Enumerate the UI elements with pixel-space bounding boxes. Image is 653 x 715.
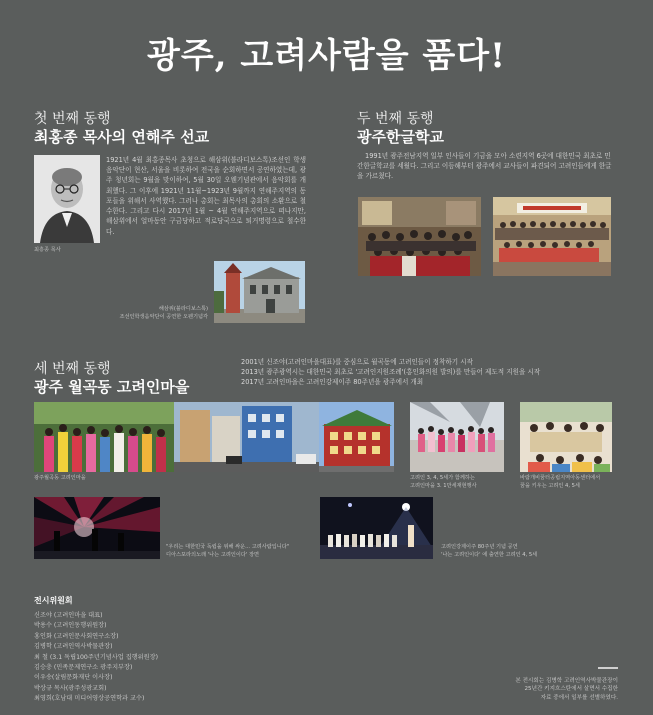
school-group-photo [358, 197, 481, 276]
committee-member: 김승충 (민족문제연구소 광주지부장) [34, 664, 133, 672]
footnote-line: 25년간 키지흐스탄에서 살면서 수집한 [524, 686, 618, 693]
school-caption-2: 꿈을 키우는 고려인 4, 5세 [520, 483, 580, 489]
page-title: 광주, 고려사람을 품다! [146, 36, 507, 76]
portrait-caption: 최흥종 목사 [34, 247, 61, 253]
committee-member: 최영희(호남대 미디어영상공연학과 교수) [34, 695, 145, 703]
timeline-item-2001: 2001년 신조야(고려인마을대표)를 중심으로 월곡동에 고려인들이 정착하기 시작 [241, 358, 473, 366]
footnote-line: 자료 중에서 일부를 선별하였다. [540, 694, 618, 701]
portrait-photo [34, 155, 100, 243]
play-caption-2: 디아스포라의노래 '나는 고려인이다' 장면 [166, 552, 259, 558]
committee-title: 전시위원회 [34, 596, 73, 605]
committee-member: 신조야 (고려인마을 대표) [34, 612, 103, 619]
committee-member: 이우송(살림문화재단 이사장) [34, 674, 113, 682]
section1-number: 첫 번째 동행 [34, 111, 111, 127]
dance-caption-2: 고려인마을 3. 1만세재현행사 [410, 483, 477, 489]
committee-list [34, 611, 158, 705]
section3-number: 세 번째 동행 [34, 361, 111, 377]
section1-title: 최홍종 목사의 연해주 선교 [34, 128, 210, 146]
committee-member: 김병학 (고려인역사박물관장) [34, 643, 113, 651]
children-center-photo [520, 402, 612, 472]
committee-member: 박용수 (고려인동행위원장) [34, 622, 107, 630]
play-caption-1: "우리는 대한민국 독립을 위해 싸운... 고려사람입니다" [166, 544, 290, 550]
building-photo [214, 261, 305, 323]
play-stage-photo [34, 497, 160, 559]
building-caption-1: 해삼위(블라디보스톡) [158, 306, 208, 312]
school-caption-1: 바람개비꿈터공립지역아동센터에서 [520, 475, 601, 481]
section2-title: 광주한글학교 [357, 128, 444, 146]
section1-body: 1921년 4월 최홍종목사 초청으로 해삼위(블라디보스톡)조선인 학생 음악단이 현산, 서울을 비롯하여 전국을 순회하면서 공연하였는데, 광주 청년회는 9월을 맞이하여, 5월 30일 오웬기념관에서 음악회를 개최했다. 그 이후에 1921년 11월~1923년 9월까지 연해주지역의 동포들을 위해서 사역했다. 그러나 총회는 최목사의 총회의 소환으로 철수한다. 그리고 다시 2017년 1월 ~ 4월 연해주지역으로 떠나지만, 해삼위에서 얼마동안 구금당하고 적로당국으로 퇴거명령으로 철수한다. [106, 156, 306, 236]
school-class-photo [493, 197, 611, 276]
footnote-divider [598, 667, 618, 669]
footnote-line: 본 전시회는 김병학 고려인역사박물관장이 [515, 678, 618, 684]
timeline-item-2017: 2017년 고려인마을은 고려인강제이주 80주년을 광주에서 개최 [241, 378, 424, 387]
committee-member: 박상규 목사(광주성광교회) [34, 684, 107, 692]
concert-caption-2: '나는 고려인이다' 에 출연한 고려인 4, 5세 [441, 552, 538, 558]
dance-photo [410, 402, 504, 472]
building-caption-2: 조선인학생음악단이 공연한 오웬기념각 [119, 314, 208, 320]
village-panorama-photo [34, 402, 394, 472]
concert-caption-1: 고려인강제이주 80주년 기념 공연 [441, 544, 518, 550]
timeline [241, 357, 621, 388]
festival-caption: 광주월곡동 고려인마을 [34, 475, 86, 481]
section2-body: 1991년 광주전남지역 일부 인사들이 기금을 모아 소련지역 6곳에 대한민국 최초로 민간한글학교를 세웠다. 그리고 이듬해부터 광주에서 교사들이 파견되어 고려인들에게 한글을 가르쳤다. [357, 152, 612, 181]
committee-member: 최 철 (3.1 독립100주년기념사업 집행위원장) [34, 653, 159, 661]
committee-member: 홍인화 (고려인문사회연구소장) [34, 632, 119, 640]
section2-number: 두 번째 동행 [357, 111, 434, 127]
concert-photo [320, 497, 433, 559]
footnote [440, 677, 618, 702]
section3-title: 광주 월곡동 고려인마을 [34, 378, 190, 396]
dance-caption-1: 고려인 3, 4, 5세가 함께하는 [410, 475, 475, 481]
timeline-item-2013: 2013년 광주광역시는 대한민국 최초로 '고려인지원조례'(홍인화의원 발의)를 만들어 제도적 지원을 시작 [241, 368, 541, 377]
